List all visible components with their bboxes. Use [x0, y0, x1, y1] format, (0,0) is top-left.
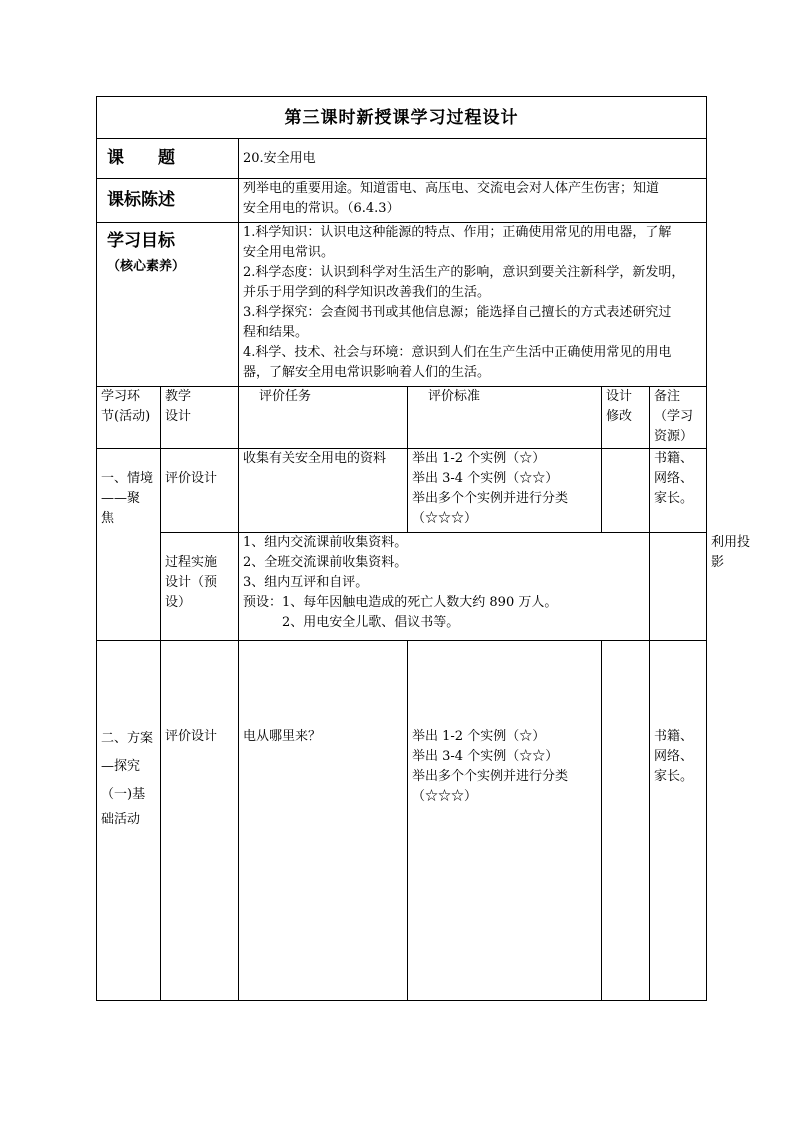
section1-criteria	[408, 449, 602, 533]
process-line: 1、组内交流课前收集资料。	[243, 535, 408, 550]
process-design-line: 设计（预	[165, 575, 218, 590]
notes-line: 家长。	[654, 491, 694, 506]
header-stage-line: 节(活动)	[101, 409, 151, 424]
header-design-line: 设计	[165, 409, 192, 424]
header-task: 评价任务	[239, 387, 408, 449]
section1-stage	[97, 449, 161, 641]
section1-process	[239, 533, 650, 641]
section2-task: 电从哪里来？	[239, 641, 408, 1001]
process-design-line: 过程实施	[165, 555, 218, 570]
standard-text	[239, 179, 707, 223]
goal-line: 4.科学、技术、社会与环境：意识到人们在生产生活中正确使用常见的用电	[243, 345, 672, 360]
goals-label-cell	[97, 223, 239, 387]
process-line: 2、全班交流课前收集资料。	[243, 555, 408, 570]
criteria-line: 举出多个个实例并进行分类	[412, 491, 569, 506]
goals-label: 学习目标	[107, 231, 175, 251]
section2-design: 评价设计	[161, 641, 239, 1001]
process-line: 3、组内互评和自评。	[243, 575, 369, 590]
notes-line: 网络、	[654, 471, 694, 486]
header-notes-line: 备注	[654, 389, 681, 404]
criteria-line: （☆☆☆）	[412, 511, 478, 526]
criteria-line: 举出 3-4 个实例（☆☆）	[412, 471, 559, 486]
section1-design: 评价设计	[161, 449, 239, 533]
lesson-plan-table: 第三课时新授课学习过程设计 课 题 20.安全用电 课标陈述 列举电的重要用途。知道雷电、高压电、交流电会对人体产生伤害；知道 安全用电的常识。（6.4.3） 学习目标 （核心素养） 1.科学知识：认识电这种能源的特点、作用；正确使用常见的用电器，了解 安全用电常识。 2.科学态度：认识到科学对生活生产的影响，意识到要关注新科学，新发明， 并乐于用学到的科学知识改善我们的生活。 3.科学探究：会查阅书刊或其他信息源；能选择自己擅长的方式表述研究过 程和结果。 4.科学、技术、社会与环境：意识到人们在生产生活中正确使用常见的用电 器，了解安全用电常识影响着人们的生活。 学习环 节(活动) 教学 设计 评价任务 评价标准 设计 修改 备注 （学习 资源） 一、情境 ——聚 焦 评价设计 收集有关安全用电的资料 举出 1-2 个实例（☆） 举出 3-4 个实例（☆☆） 举出多个个实例并进行分类 （☆☆☆） 书籍、 网络、 家长。 过程实施 设计（预 设） 1、组内交流课前收集资料。 2、全班交流课前收集资料。 3、组内互评和自评。 预设：1、每年因触电造成的死亡人数大约 890 万人。 2、用电安全儿歌、倡议书等。 利用投 影 二、方案 —探究 （一)基 础活动 评价设计 电从哪里来？ 举出 1-2 个实例（☆） 举出 3-4 个实例（☆☆） 举出多个个实例并进行分类 （☆☆☆） 书籍、 网络、 家长。	[96, 96, 707, 1001]
goal-line: 安全用电常识。	[243, 245, 335, 260]
section1-process-revision	[650, 533, 707, 641]
header-revision-line: 设计	[606, 389, 633, 404]
topic-label: 课 题	[107, 147, 175, 168]
document-title: 第三课时新授课学习过程设计	[97, 97, 707, 139]
criteria-line: 举出 3-4 个实例（☆☆）	[412, 749, 559, 764]
topic-value-cell	[239, 139, 707, 179]
process-design-line: 设）	[165, 595, 192, 610]
header-notes-line: 资源）	[654, 429, 694, 444]
section1-stage-line: 一、情境	[101, 471, 154, 486]
header-notes-line: （学习	[654, 409, 694, 424]
process-line: 2、用电安全儿歌、倡议书等。	[243, 615, 460, 630]
section2-notes	[650, 641, 707, 1001]
standard-line: 列举电的重要用途。知道雷电、高压电、交流电会对人体产生伤害；知道	[243, 181, 660, 196]
goal-line: 3.科学探究：会查阅书刊或其他信息源；能选择自己擅长的方式表述研究过	[243, 305, 672, 320]
section2-stage-line: 础活动	[101, 812, 141, 827]
header-design	[161, 387, 239, 449]
standard-label: 课标陈述	[107, 189, 175, 210]
header-stage-line: 学习环	[101, 389, 141, 404]
criteria-line: 举出 1-2 个实例（☆）	[412, 729, 546, 744]
header-revision-line: 修改	[606, 409, 633, 424]
standard-line: 安全用电的常识。（6.4.3）	[243, 201, 400, 216]
criteria-line: 举出 1-2 个实例（☆）	[412, 451, 546, 466]
section2-criteria	[408, 641, 602, 1001]
section2-revision	[602, 641, 650, 1001]
section1-stage-line: 焦	[101, 511, 115, 526]
notes-line: 家长。	[654, 769, 694, 784]
section1-stage-line: ——聚	[101, 491, 141, 506]
section1-notes	[650, 449, 707, 533]
header-revision	[602, 387, 650, 449]
section2-stage-line: 二、方案	[101, 731, 154, 746]
lesson-plan-page	[96, 96, 751, 1001]
process-line: 预设：1、每年因触电造成的死亡人数大约 890 万人。	[243, 595, 558, 610]
header-design-line: 教学	[165, 389, 192, 404]
section1-revision	[602, 449, 650, 533]
section2-stage-line: （一)基	[101, 787, 146, 802]
topic-label-cell	[97, 139, 239, 179]
goal-line: 1.科学知识：认识电这种能源的特点、作用；正确使用常见的用电器，了解	[243, 225, 672, 240]
header-notes	[650, 387, 707, 449]
goal-line: 2.科学态度：认识到科学对生活生产的影响，意识到要关注新科学，新发明，	[243, 265, 685, 280]
section2-stage	[97, 641, 161, 1001]
notes-line: 书籍、	[654, 451, 694, 466]
header-criteria: 评价标准	[408, 387, 602, 449]
header-stage	[97, 387, 161, 449]
criteria-line: （☆☆☆）	[412, 789, 478, 804]
goal-line: 器，了解安全用电常识影响着人们的生活。	[243, 365, 491, 380]
section1-task: 收集有关安全用电的资料	[239, 449, 408, 533]
section1-process-design	[161, 533, 239, 641]
notes-line: 网络、	[654, 749, 694, 764]
criteria-line: 举出多个个实例并进行分类	[412, 769, 569, 784]
topic-value: 20.安全用电	[243, 150, 316, 166]
goal-line: 程和结果。	[243, 325, 309, 340]
goal-line: 并乐于用学到的科学知识改善我们的生活。	[243, 285, 491, 300]
goals-text	[239, 223, 707, 387]
section2-stage-line: —探究	[101, 759, 141, 774]
standard-label-cell	[97, 179, 239, 223]
goals-sublabel: （核心素养）	[107, 259, 186, 274]
notes-line: 书籍、	[654, 729, 694, 744]
